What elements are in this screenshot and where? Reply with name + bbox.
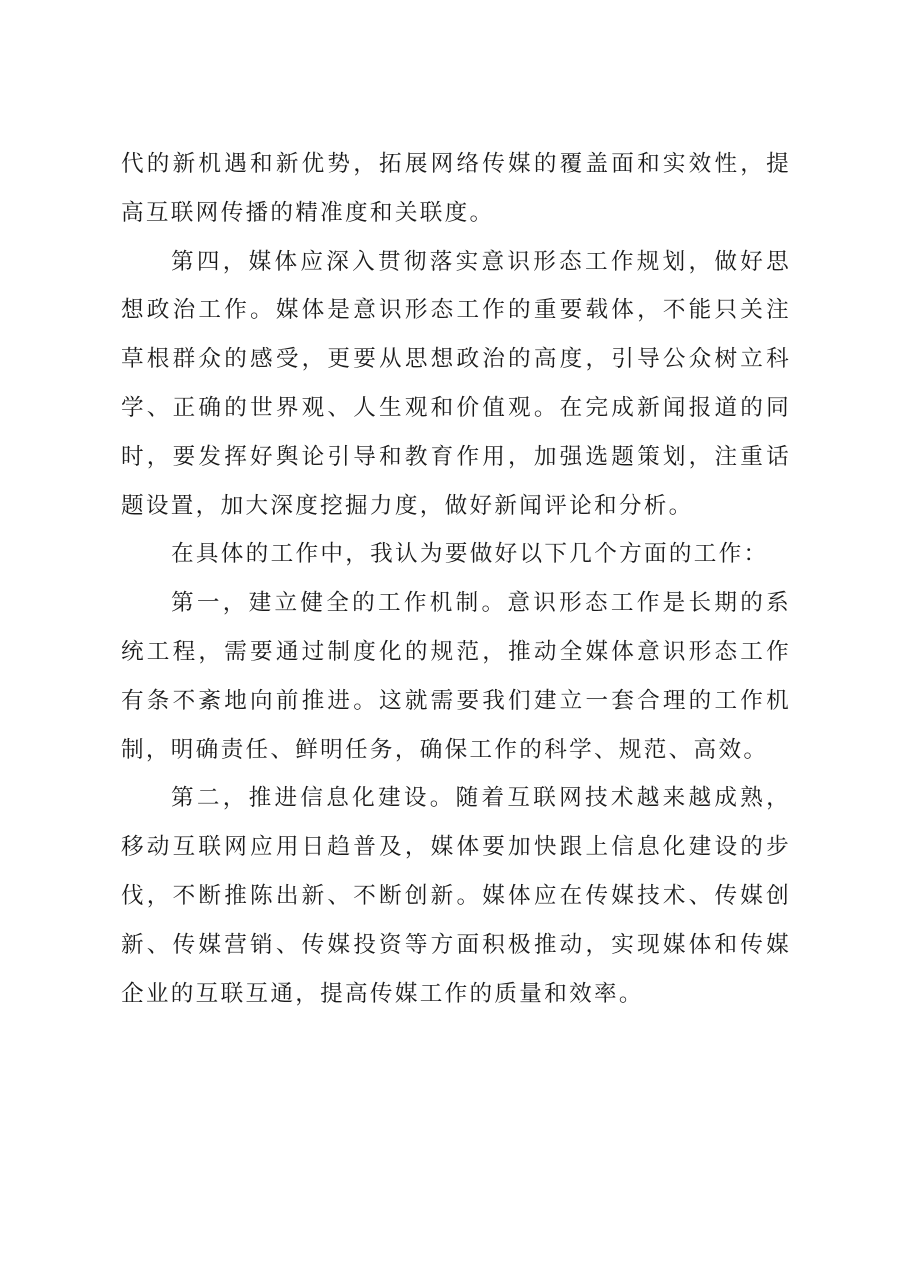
paragraph-point-four: 第四，媒体应深入贯彻落实意识形态工作规划，做好思想政治工作。媒体是意识形态工作的重要载体，不能只关注草根群众的感受，更要从思想政治的高度，引导公众树立科学、正确的世界观、人生观和价值观。在完成新闻报道的同时，要发挥好舆论引导和教育作用，加强选题策划，注重话题设置，加大深度挖掘力度，做好新闻评论和分析。: [121, 248, 791, 519]
paragraph-second: 第二，推进信息化建设。随着互联网技术越来越成熟，移动互联网应用日趋普及，媒体要加快跟上信息化建设的步伐，不断推陈出新、不断创新。媒体应在传媒技术、传媒创新、传媒营销、传媒投资等方面积极推动，实现媒体和传媒企业的互联互通，提高传媒工作的质量和效率。: [121, 785, 791, 1007]
paragraph-continuation: 代的新机遇和新优势，拓展网络传媒的覆盖面和实效性，提高互联网传播的精准度和关联度。: [121, 151, 791, 226]
paragraph-intro: 在具体的工作中，我认为要做好以下几个方面的工作：: [171, 541, 769, 568]
document-body: [121, 140, 791, 1018]
paragraph-first: 第一，建立健全的工作机制。意识形态工作是长期的系统工程，需要通过制度化的规范，推动全媒体意识形态工作有条不紊地向前推进。这就需要我们建立一套合理的工作机制，明确责任、鲜明任务，确保工作的科学、规范、高效。: [121, 590, 791, 763]
